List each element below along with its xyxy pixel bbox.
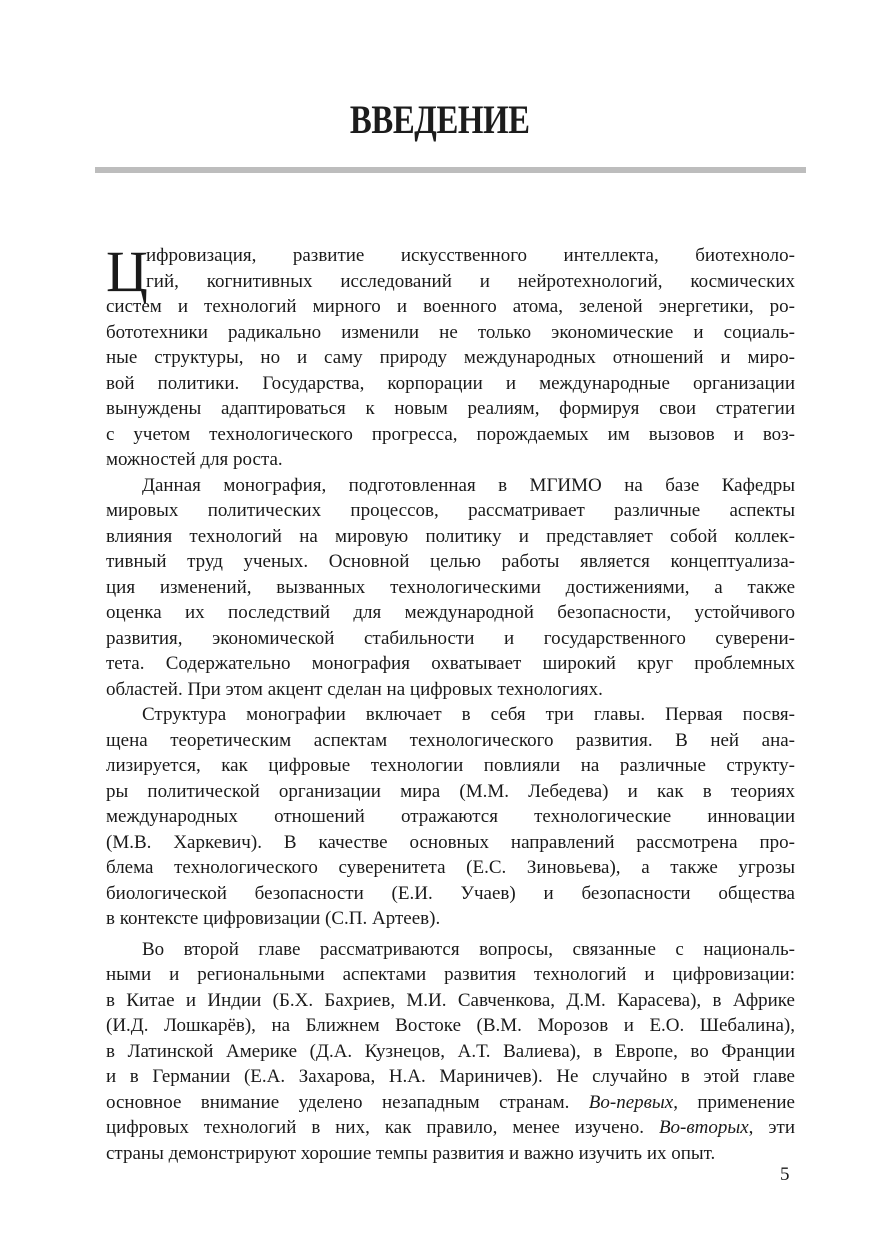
line-text: , эти [748,1117,795,1138]
paragraph-1 [106,239,795,473]
text-line [106,1090,795,1116]
text-line: в Китае и Индии (Б.Х. Бахриев, М.И. Савченкова, Д.М. Карасева), в Африке [106,989,795,1011]
text-line: ры политической организации мира (М.М. Лебедева) и как в теориях [106,780,795,802]
page-number: 5 [780,1164,790,1185]
text-line: и в Германии (Е.А. Захарова, Н.А. Мариничев). Не случайно в этой главе [106,1066,795,1087]
text-line: тивный труд ученых. Основной целью работы является концептуализа- [106,551,795,572]
text-line: Во второй главе рассматриваются вопросы, связанные с националь- [142,938,795,960]
paragraph-3 [106,702,795,932]
text-line: мировых политических процессов, рассматривает различные аспекты [106,500,795,521]
page-title: ВВЕДЕНИЕ [349,97,530,142]
text-line: тета. Содержательно монография охватывает широкий круг проблемных [106,653,795,674]
document-body [106,239,795,1166]
text-line: ными и региональными аспектами развития технологий и цифровизации: [106,964,795,985]
text-line: Данная монография, подготовленная в МГИМО на базе Кафедры [142,474,795,496]
text-line: бототехники радикально изменили не только экономические и социаль- [106,321,795,343]
text-line: в контексте цифровизации (С.П. Артеев). [106,908,441,929]
emphasis-text: Во-вторых [658,1117,749,1138]
text-line: вынуждены адаптироваться к новым реалиям, формируя свои стратегии [106,398,795,419]
text-line: развития, экономической стабильности и государственного суверени- [106,627,795,649]
paragraph-4 [106,937,795,1167]
text-line: с учетом технологического прогресса, порождаемых им вызовов и воз- [106,423,795,445]
line-text: , применение [673,1091,795,1113]
text-line [106,1115,795,1141]
text-line: (М.В. Харкевич). В качестве основных направлений рассмотрена про- [106,831,795,853]
line-text: основное внимание уделено незападным странам. [106,1091,589,1113]
paragraph-2 [106,473,795,703]
emphasis-text: Во-первых [588,1091,674,1113]
text-line: ция изменений, вызванных технологическими достижениями, а также [106,576,795,598]
text-line: гий, когнитивных исследований и нейротехнологий, космических [146,270,795,292]
text-line: ифровизация, развитие искусственного интеллекта, биотехноло- [146,245,795,266]
text-line: щена теоретическим аспектам технологического развития. В ней ана- [106,729,795,751]
text-line: систем и технологий мирного и военного атома, зеленой энергетики, ро- [106,296,795,317]
text-line: страны демонстрируют хорошие темпы развития и важно изучить их опыт. [106,1142,716,1164]
text-line: Структура монографии включает в себя три главы. Первая посвя- [142,704,795,725]
text-line: (И.Д. Лошкарёв), на Ближнем Востоке (В.М. Морозов и Е.О. Шебалина), [106,1015,795,1036]
text-line: оценка их последствий для международной безопасности, устойчивого [106,602,795,623]
title-rule [95,167,806,173]
text-line: биологической безопасности (Е.И. Учаев) и безопасности общества [106,882,795,904]
text-line: областей. При этом акцент сделан на цифровых технологиях. [106,678,603,700]
text-line: ные структуры, но и саму природу международных отношений и миро- [106,347,795,368]
text-line: блема технологического суверенитета (Е.С. Зиновьева), а также угрозы [106,857,795,878]
text-line: в Латинской Америке (Д.А. Кузнецов, А.Т. Валиева), в Европе, во Франции [106,1040,795,1062]
line-text: цифровых технологий в них, как правило, менее изучено. [106,1117,659,1138]
drop-cap: Ц [106,239,148,304]
text-line: влияния технологий на мировую политику и представляет собой коллек- [106,525,795,547]
text-line: международных отношений отражаются технологические инновации [106,806,795,827]
text-line: вой политики. Государства, корпорации и международные организации [106,372,795,394]
text-line: можностей для роста. [106,449,283,470]
text-line: лизируется, как цифровые технологии повлияли на различные структу- [106,755,795,776]
